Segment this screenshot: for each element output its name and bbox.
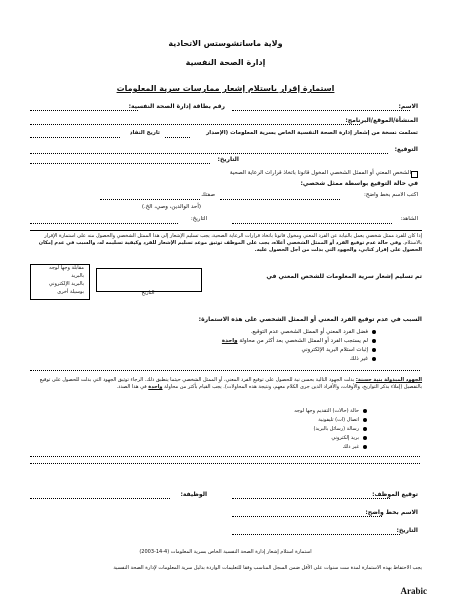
signature-field[interactable] bbox=[30, 153, 388, 154]
department-name: إدارة الصحة النفسية bbox=[185, 58, 266, 67]
state-name: ولاية ماساتشوستس الاتحادية bbox=[168, 39, 283, 48]
witness-date-label: التاريخ: bbox=[190, 216, 207, 222]
capacity-label: صفتك bbox=[201, 192, 215, 198]
delivery-method[interactable]: بالبريد bbox=[71, 273, 84, 279]
staff-name-field[interactable] bbox=[232, 516, 382, 517]
name-field[interactable] bbox=[232, 110, 410, 111]
notice-paragraph bbox=[30, 233, 422, 254]
reason-item[interactable]: غير ذلك bbox=[350, 356, 376, 364]
form-title: استمارة إقرار باستلام إشعار ممارسات سرية المعلومات bbox=[116, 84, 335, 93]
date-label: التاريخ: bbox=[217, 156, 239, 163]
id-card-field[interactable] bbox=[30, 110, 138, 111]
facility-field[interactable] bbox=[30, 124, 360, 125]
staff-title-label: الوظيفة: bbox=[180, 491, 207, 498]
delivery-date-label: التاريخ bbox=[141, 290, 155, 296]
notice-normal: إذا كان للفرد ممثل شخصي يعمل بالنيابة عن الفرد المعني ومخول قانونا باتخاذ قرارات الرعاية الصحية، يجب تسليم الإشعار إلى هذا الممثل الشخصي والحصول منه على استمارة الإقرار بالاستلام. bbox=[44, 233, 422, 246]
good-faith-method[interactable]: غير ذلك bbox=[343, 444, 367, 451]
staff-date-field[interactable] bbox=[232, 534, 400, 535]
signature-label: التوقيع: bbox=[394, 146, 418, 153]
delivery-method[interactable]: بالبريد الإلكتروني bbox=[48, 281, 84, 287]
reason-item[interactable]: إثبات استلام البريد الإلكتروني bbox=[302, 347, 376, 355]
signer-checkbox[interactable] bbox=[411, 171, 418, 178]
notice-bold: وفي حالة عدم توقيع الفرد أو الممثل الشخصي أعلاه، يجب على الموظف توثيق موعد تسليم الإشعار للفرد وكيفية تسليمه له، والسبب في عدم إمكان الحصول على إقرار كتابي، والجهود التي بذلت من أجل الحصول عليه. bbox=[38, 240, 422, 253]
good-faith-heading: الجهود المبذولة بنية حسنة: bbox=[355, 377, 422, 383]
staff-title-field[interactable] bbox=[30, 498, 170, 499]
personal-rep-heading: في حالة التوقيع بواسطة ممثل شخصي: bbox=[300, 180, 418, 187]
facility-label: المنشأة/الموقع/البرنامج: bbox=[345, 117, 418, 124]
delivery-method[interactable]: مقابلة وجها لوجه bbox=[49, 265, 84, 271]
language-label: Arabic bbox=[400, 586, 427, 596]
staff-signature-field[interactable] bbox=[232, 498, 390, 499]
retention-note: يجب الاحتفاظ بهذه الاستمارة لمدة ست سنوات على الأقل ضمن السجل المناسب وفقا للتعليمات الواردة بدليل سرية المعلومات لإدارة الصحة النفسية bbox=[113, 565, 422, 571]
capacity-examples: (أحد الوالدين، وصي، الخ.) bbox=[141, 204, 201, 210]
section-divider bbox=[30, 230, 422, 231]
reason-item[interactable]: فضل الفرد المعني أو الممثل الشخصي عدم التوقيع. bbox=[251, 329, 376, 337]
rep-name-label: اكتب الاسم بخط واضح: bbox=[364, 192, 418, 198]
version-field[interactable] bbox=[165, 137, 190, 138]
form-reference: استمارة استلام إشعار إدارة الصحة النفسية الخاص بسرية المعلومات (4-14-2003) bbox=[139, 549, 312, 555]
received-copy-label: تسلمت نسخة من إشعار إدارة الصحة النفسية الخاص بسرية المعلومات (الإصدار bbox=[206, 130, 418, 136]
signer-options: الشخص المعني أو الممثل الشخصي المخول قانونا باتخاذ قرارات الرعاية الصحية bbox=[229, 170, 411, 176]
effective-date-field[interactable] bbox=[30, 137, 120, 138]
good-faith-paragraph: الجهود المبذولة بنية حسنة: بذلت الجهود التالية بحسن نية للحصول على توقيع الفرد المعني، أو الممثل الشخصي حيثما ينطبق ذلك. الرجاء توثيق الجهود التي بذلت للحصول على توقيع بالتفصيل (إملاء بذكر التواريخ، والأوقات، والأفراد الذين جرى الكلام معهم، ونتيجة هذه المحاولات). يجب القيام بأكثر من محاولة واحدة في هذا الصدد. bbox=[39, 377, 422, 390]
good-faith-line[interactable] bbox=[30, 456, 420, 457]
delivery-heading: تم تسليم إشعار سرية المعلومات للشخص المعني في bbox=[266, 273, 422, 280]
good-faith-method[interactable]: اتصال (ات) تليفونية bbox=[318, 417, 367, 424]
good-faith-method[interactable]: رسالة (رسائل بالبريد) bbox=[314, 426, 367, 433]
good-faith-method[interactable]: حالة (حالات) التقديم وجها لوجه bbox=[294, 408, 367, 415]
name-label: الاسم: bbox=[398, 103, 418, 110]
staff-signature-label: توقيع الموظف: bbox=[372, 491, 418, 498]
id-card-label: رقم بطاقة إدارة الصحة النفسية: bbox=[128, 103, 225, 110]
witness-field[interactable] bbox=[232, 223, 392, 224]
good-faith-method[interactable]: بريد إلكتروني bbox=[331, 435, 367, 442]
staff-name-label: الاسم بخط واضح: bbox=[365, 509, 418, 516]
good-faith-line[interactable] bbox=[30, 463, 420, 464]
reason-item[interactable]: لم يستجب الفرد أو الممثل الشخصي بعد أكثر من محاولة واحدة bbox=[222, 338, 376, 346]
witness-date-field[interactable] bbox=[30, 223, 178, 224]
reason-heading: السبب في عدم توقيع الفرد المعني أو الممثل الشخصي على هذه الاستمارة: bbox=[198, 316, 422, 323]
rep-name-field[interactable] bbox=[220, 199, 340, 200]
effective-date-label: تاريخ النفاذ bbox=[129, 130, 160, 136]
delivery-method[interactable]: بوسيلة أخرى bbox=[57, 289, 84, 295]
witness-label: الشاهد: bbox=[400, 216, 418, 222]
capacity-field[interactable] bbox=[100, 199, 200, 200]
reason-other-line[interactable] bbox=[30, 370, 420, 371]
delivery-date-box[interactable] bbox=[96, 268, 202, 292]
date-field[interactable] bbox=[30, 163, 210, 164]
staff-date-label: التاريخ: bbox=[396, 527, 418, 534]
